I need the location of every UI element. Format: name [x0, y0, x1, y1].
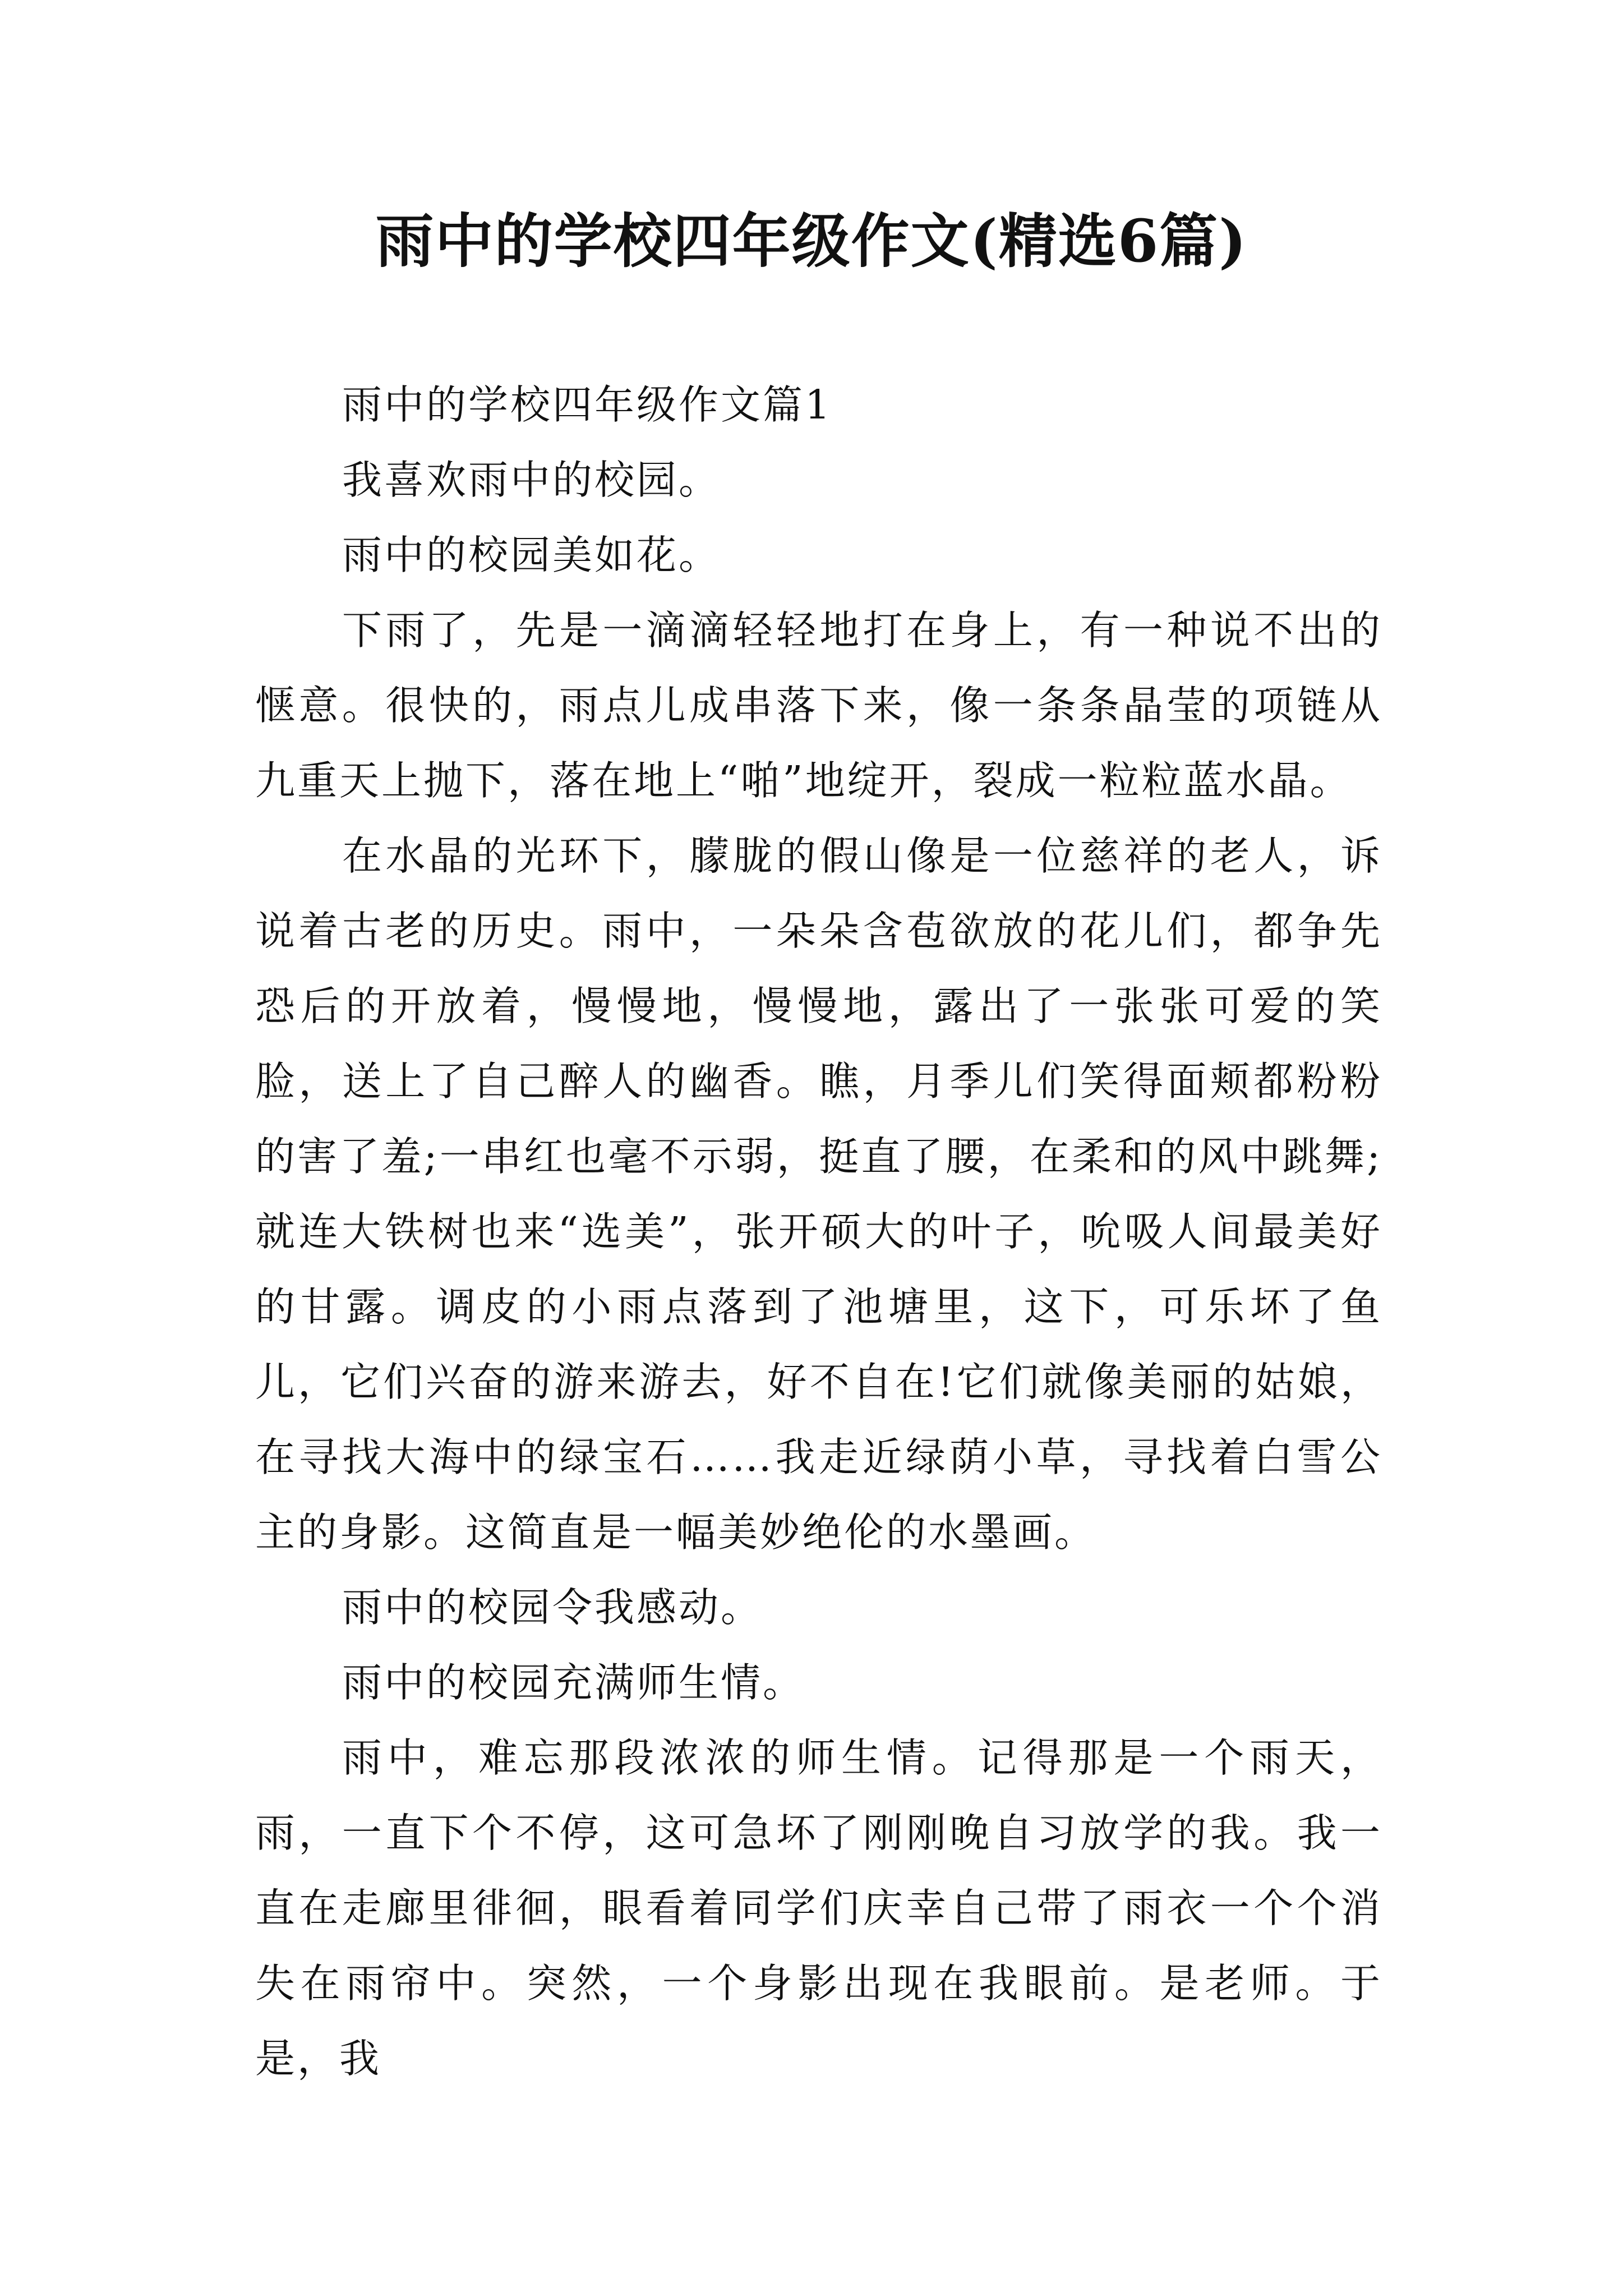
- paragraph: 雨中的校园令我感动。: [342, 1584, 763, 1631]
- paragraph: 雨中的校园充满师生情。: [342, 1659, 805, 1706]
- paragraph: 雨中的校园美如花。: [342, 532, 721, 578]
- paragraph: 在水晶的光环下，朦胧的假山像是一位慈祥的老人，诉说着古老的历史。雨中，一朵朵含苞欲放的花儿们，都争先恐后的开放着，慢慢地，慢慢地，露出了一张张可爱的笑脸，送上了自己醉人的幽香。瞧，月季儿们笑得面颊都粉粉的害了羞;一串红也毫不示弱，挺直了腰，在柔和的风中跳舞;就连大铁树也来“选美”，张开硕大的叶子，吮吸人间最美好的甘露。调皮的小雨点落到了池塘里，这下，可乐坏了鱼儿，它们兴奋的游来游去，好不自在!它们就像美丽的姑娘，在寻找大海中的绿宝石……我走近绿荫小草，寻找着白雪公主的身影。这简直是一幅美妙绝伦的水墨画。: [255, 832, 1382, 1556]
- paragraph: 我喜欢雨中的校园。: [342, 457, 721, 503]
- document-body: [255, 367, 1382, 2096]
- paragraph: 下雨了，先是一滴滴轻轻地打在身上，有一种说不出的惬意。很快的，雨点儿成串落下来，像一条条晶莹的项链从九重天上抛下，落在地上“啪”地绽开，裂成一粒粒蓝水晶。: [255, 607, 1382, 804]
- section-heading: 雨中的学校四年级作文篇1: [342, 381, 833, 428]
- paragraph: 雨中，难忘那段浓浓的师生情。记得那是一个雨天，雨，一直下个不停，这可急坏了刚刚晚自习放学的我。我一直在走廊里徘徊，眼看着同学们庆幸自己带了雨衣一个个消失在雨帘中。突然，一个身影出现在我眼前。是老师。于是，我: [255, 1734, 1382, 2082]
- document-title: 雨中的学校四年级作文(精选6篇): [375, 206, 1248, 275]
